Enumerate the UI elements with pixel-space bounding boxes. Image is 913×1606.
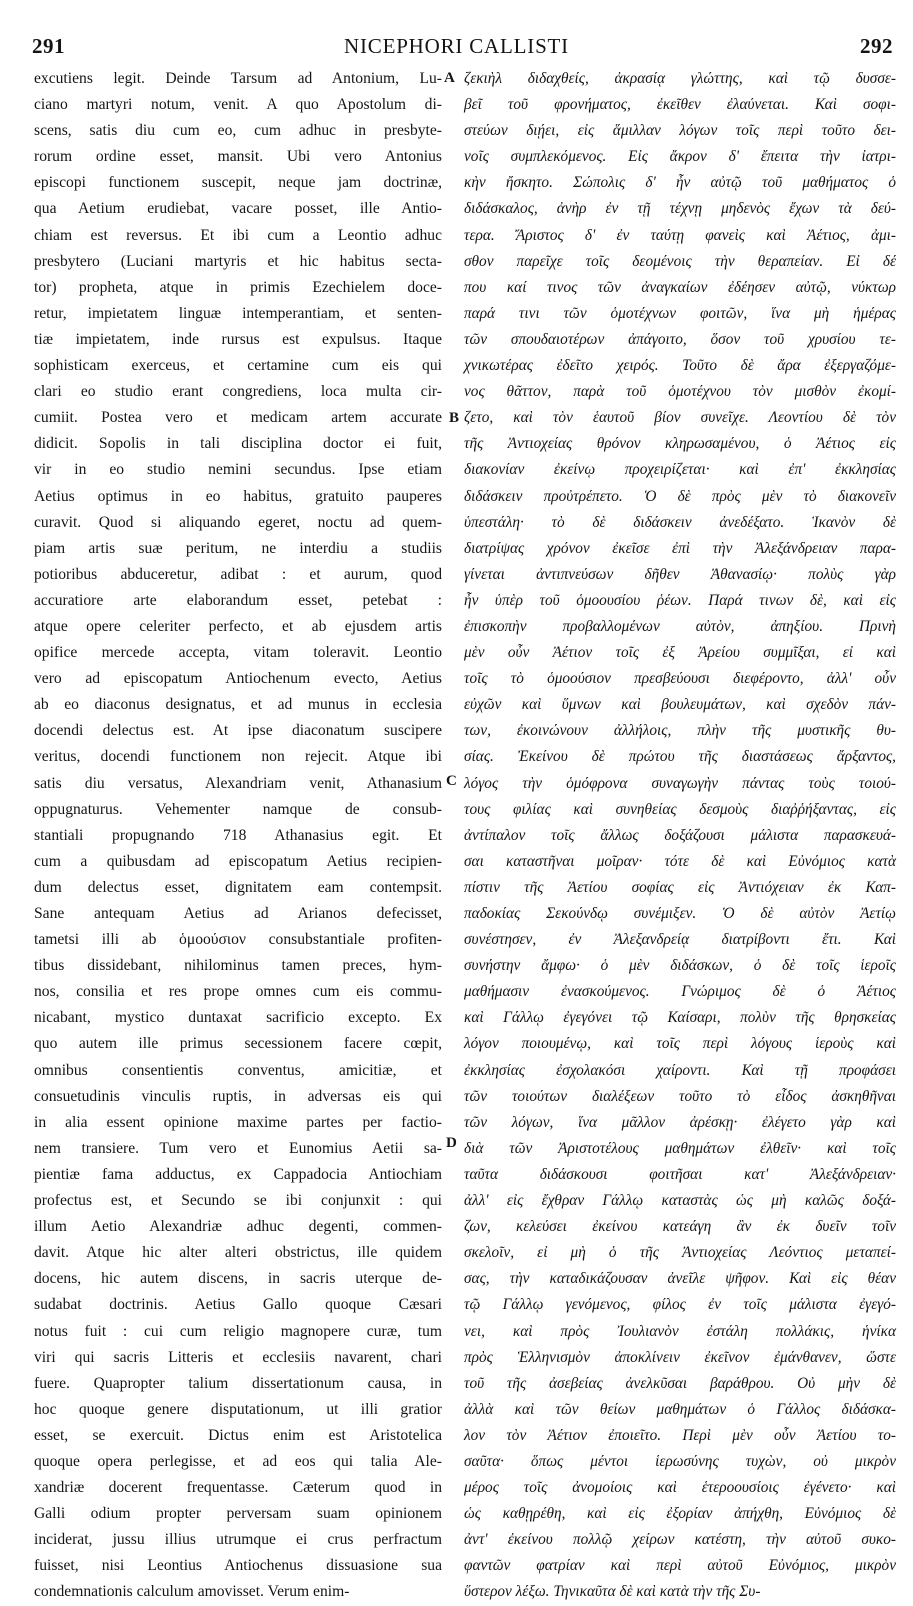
text-line: accuratiore arte elaborandum esset, petebat : — [34, 591, 442, 609]
text-line: tametsi illi ab ὁμοούσιον consubstantiale profiten- — [34, 931, 442, 949]
text-line: των, ἐκοινώνουν ἀλλήλοις, πλὴν τῆς μυστικῆς θυ- — [464, 722, 896, 740]
text-line: stantiali propugnando 718 Athanasius egit. Et — [34, 826, 442, 844]
text-line: σαι καταστῆναι μοῖραν· τότε δὲ καὶ Εὐνόμιος κατὰ — [464, 852, 896, 870]
text-line: σκελοῖν, εἰ μὴ ὁ τῆς Ἀντιοχείας Λεόντιος μεταπεί- — [464, 1244, 896, 1262]
text-line: τῶν σπουδαιοτέρων ἀπάγοιτο, ὅσον τοῦ χρυσίου τε- — [464, 330, 896, 348]
text-line: διακονίαν ἐκείνῳ προχειρίζεται· καὶ ἐπ' ἐκκλησίας — [464, 461, 896, 479]
text-line: συνήστην ἄμφω· ὁ μὲν διδάσκων, ὁ δὲ τοῖς ἱεροῖς — [464, 957, 896, 975]
text-line: qua Aetium erudiebat, vacare posset, ille Antio- — [34, 200, 442, 218]
text-line: μὲν οὖν Ἀέτιον τοῖς ἐξ Ἀρείου συμμῖξαι, εἰ καὶ — [464, 644, 896, 662]
greek-text-column — [464, 66, 896, 1601]
text-line: fuisset, nisi Leontius Antiochenus dissuasione sua — [34, 1557, 442, 1575]
text-line: viri qui sacris Litteris et ecclesiis navarent, chari — [34, 1348, 442, 1366]
text-line: vero ad episcopatum Antiochenum evecto, Aetius — [34, 670, 442, 688]
text-line: presbytero (Luciani martyris et hic habitus secta- — [34, 252, 442, 270]
text-line: nem transiere. Tum vero et Eunomius Aetii sa- — [34, 1139, 442, 1157]
text-line: σίας. Ἐκείνου δὲ πρώτου τῆς διαστάσεως ἄρξαντος, — [464, 748, 896, 766]
text-line: σαῦτα· ὅπως μέντοι ἱερωσύνης τυχὼν, οὐ μικρὸν — [464, 1452, 896, 1470]
text-line: tiæ impietatem, inde rursus est expulsus. Itaque — [34, 330, 442, 348]
text-line: ἦν ὑπὲρ τοῦ ὁμοουσίου ῥέων. Παρά τινων δὲ, καὶ εἰς — [464, 591, 896, 609]
text-line: ζετο, καὶ τὸν ἑαυτοῦ βίον συνεῖχε. Λεοντίου δὲ τὸν — [464, 409, 896, 427]
text-line: παρά τινι τῶν ὁμοτέχνων φοιτῶν, ἵνα μὴ ἡμέρας — [464, 304, 896, 322]
text-line: cum a quibusdam ad episcopatum Aetius recipien- — [34, 852, 442, 870]
text-line: φαντῶν φατρίαν καὶ περὶ αὐτοῦ Εὐνόμιος, μικρὸν — [464, 1557, 896, 1575]
text-line: xandriæ docerent frequentasse. Cæterum quod in — [34, 1479, 442, 1497]
text-line: τοῖς τὸ ὁμοούσιον πρεσβεύουσι διεφέροντο, ἀλλ' οὖν — [464, 670, 896, 688]
text-line: nos, consilia et res prope omnes cum eis commu- — [34, 983, 442, 1001]
text-line: veritus, docendi functionem non rejecit. Atque ibi — [34, 748, 442, 766]
text-line: in alia essent opinione maxime partes per factio- — [34, 1113, 442, 1131]
text-line: πρὸς Ἑλληνισμὸν ἀποκλίνειν ἐκεῖνον ἐμάνθανεν, ὥστε — [464, 1348, 896, 1366]
text-line: παδοκίας Σεκούνδῳ συνέμιξεν. Ὁ δὲ αὐτὸν Ἀετίῳ — [464, 905, 896, 922]
text-line: τοῦ τῆς ἀσεβείας ἀνελκῦσαι βαράθρου. Οὐ μὴν δὲ — [464, 1374, 896, 1392]
text-line: sophisticam exerceus, et certamine cum eis qui — [34, 357, 442, 375]
text-line: hoc quoque genere disputationum, ut illi gratior — [34, 1400, 442, 1418]
text-line: τους φιλίας καὶ συνηθείας δεσμοὺς διαῤῥήξαντας, εἰς — [464, 800, 896, 818]
text-line: chiam est reversus. Et ibi cum a Leontio adhuc — [34, 226, 442, 244]
text-line: τῆς Ἀντιοχείας θρόνον κληρωσαμένου, ὁ Ἀέτιος εἰς — [464, 435, 896, 453]
text-line: διατρίψας χρόνον ἐκεῖσε ἐπὶ τὴν Ἀλεξάνδρειαν παρα- — [464, 539, 896, 557]
text-line: nicabant, mystico duntaxat sacrificio excepto. Ex — [34, 1009, 442, 1027]
text-line: excutiens legit. Deinde Tarsum ad Antonium, Lu- — [34, 70, 442, 87]
text-line: ἐκκλησίας ἐσχολακόσι χαίροντι. Καὶ τῇ προφάσει — [464, 1061, 896, 1079]
text-line: ab eo diaconus designatus, et ad munus in ecclesia — [34, 696, 442, 714]
text-line: ἐπισκοπὴν προβαλλομένων αὐτὸν, ἀπηξίου. Πρινὴ — [464, 617, 896, 635]
text-line: ciano martyri notum, venit. A quo Apostolum di- — [34, 96, 442, 114]
text-line: τῷ Γάλλῳ γενόμενος, φίλος ἐν τοῖς μάλιστα ἐγεγό- — [464, 1296, 896, 1314]
section-marker-a: A — [444, 70, 455, 86]
section-marker-b: B — [449, 410, 460, 426]
text-line: ἀντίπαλον τοῖς ἄλλως δοξάζουσι μάλιστα παρασκευά- — [464, 826, 896, 844]
text-line: διδάσκειν προὐτρέπετο. Ὁ δὲ πρὸς μὲν τὸ διακονεῖν — [464, 487, 896, 505]
text-line: Aetius optimus in eo habitus, gratuito pauperes — [34, 487, 442, 505]
text-line: sudabat doctrinis. Aetius Gallo quoque Cæsari — [34, 1296, 442, 1314]
text-line: κὴν ἤσκητο. Σώπολις δ' ἦν αὐτῷ τοῦ μαθήματος ὁ — [464, 174, 896, 192]
text-line: pientiæ fama adductus, ex Cappadocia Antiochiam — [34, 1165, 442, 1183]
text-line: ταῦτα διδάσκουσι φοιτῆσαι κατ' Ἀλεξάνδρειαν· — [464, 1165, 896, 1183]
text-line: Galli odium propter perversam suam opinionem — [34, 1505, 442, 1523]
text-line: vir in eo studio nemini secundus. Ipse etiam — [34, 461, 442, 479]
text-line: ἀλλ' εἰς ἔχθραν Γάλλῳ καταστὰς ὡς μὴ καλῶς δοξά- — [464, 1192, 896, 1210]
text-line: ὡς καθῃρέθη, καὶ εἰς ἐξορίαν ἀπήχθη, Εὐνόμιος δὲ — [464, 1505, 896, 1523]
text-line: episcopi functionem suscepit, neque jam doctrinæ, — [34, 174, 442, 192]
text-line: rorum ordine esset, mansit. Ubi vero Antonius — [34, 148, 442, 166]
text-line: διδάσκαλος, ἀνὴρ ἐν τῇ τέχνῃ μηδενὸς ἔχων τὰ δεύ- — [464, 200, 896, 218]
text-line: Sane antequam Aetius ad Arianos defecisset, — [34, 905, 442, 922]
text-line: εὐχῶν καὶ ὕμνων καὶ βουλευμάτων, καὶ σχεδὸν πάν- — [464, 696, 896, 714]
text-line: tibus dissidebant, nihilominus tamen preces, hym- — [34, 957, 442, 975]
latin-text-column — [34, 66, 442, 1601]
text-line: νοῖς συμπλεκόμενος. Εἰς ἄκρον δ' ἔπειτα τὴν ἰατρι- — [464, 148, 896, 166]
text-line: cumiit. Postea vero et medicam artem accurate — [34, 409, 442, 427]
text-line: γίνεται ἀντιπνεύσων δῆθεν Ἀθανασίῳ· πολὺς γὰρ — [464, 565, 896, 583]
text-line: ζων, κελεύσει ἐκείνου κατεάγη ἂν ἐκ δυεῖν τοῖν — [464, 1218, 896, 1236]
text-line: consuetudinis vinculis ruptis, in adversas eis qui — [34, 1087, 442, 1105]
text-line: λόγος τὴν ὁμόφρονα συναγωγὴν πάντας τοὺς τοιού- — [464, 774, 896, 792]
text-line: ἀντ' ἐκείνου πολλῷ χείρων κατέστη, τὴν αὐτοῦ συκο- — [464, 1531, 896, 1549]
text-line: didicit. Sopolis in tali disciplina doctor ei fuit, — [34, 435, 442, 453]
text-line: τῶν τοιούτων διαλέξεων τοῦτο τὸ εἶδος ἀσκηθῆναι — [464, 1087, 896, 1105]
text-line: μέρος τοῖς ἀνομοίοις καὶ ἑτεροουσίοις ἐγένετο· καὶ — [464, 1479, 896, 1497]
text-line: χνικωτέρας ἐδεῖτο χειρός. Τοῦτο δὲ ἄρα ἐξεργαζόμε- — [464, 357, 896, 375]
text-line: scens, satis diu cum eo, cum adhuc in presbyte- — [34, 122, 442, 140]
text-line: που καί τινος τῶν ἀναγκαίων ἐδέησεν αὐτῷ, νύκτωρ — [464, 278, 896, 296]
text-line: piam artis suæ peritum, ne interdiu a studiis — [34, 539, 442, 557]
text-line: illum Aetio Alexandriæ adhuc degenti, commen- — [34, 1218, 442, 1236]
text-line: πίστιν τῆς Ἀετίου σοφίας εἰς Ἀντιόχειαν ἐκ Καπ- — [464, 878, 896, 896]
text-line: atque opere celeriter perfecto, et ab ejusdem artis — [34, 617, 442, 635]
running-title: NICEPHORI CALLISTI — [344, 34, 569, 58]
left-page-number: 291 — [32, 34, 65, 58]
text-line: quo autem ille primus secessionem facere cœpit, — [34, 1035, 442, 1053]
text-line: docendi delectus est. At ipse diaconatum suscipere — [34, 722, 442, 740]
text-line: notus fuit : cui cum religio magnopere curæ, tum — [34, 1322, 442, 1340]
text-line: condemnationis calculum amovisset. Verum enim- — [34, 1583, 350, 1601]
text-line: νος θᾶττον, παρὰ τοῦ ὁμοτέχνου τὸν μισθὸν ἐκομί- — [464, 383, 896, 401]
text-line: esset, se exercuit. Dictus enim est Aristotelica — [34, 1426, 442, 1444]
text-line: docens, hic autem discens, in sacris uterque de- — [34, 1270, 442, 1288]
text-line: μαθήμασιν ἐνασκούμενος. Γνώριμος δὲ ὁ Ἀέτιος — [464, 983, 896, 1001]
text-line: fuere. Quapropter talium dissertationum causa, in — [34, 1374, 442, 1392]
text-line: τερα. Ἄριστος δ' ἐν ταύτῃ φανεὶς καὶ Ἀέτιος, ἀμι- — [464, 226, 896, 244]
text-line: satis diu versatus, Alexandriam venit, Athanasium — [34, 774, 442, 792]
text-line: curavit. Quod si aliquando egeret, noctu ad quem- — [34, 513, 442, 531]
text-line: λον τὸν Ἀέτιον ἐποιεῖτο. Περὶ μὲν οὖν Ἀετίου το- — [464, 1426, 896, 1444]
text-line: opifice mercede accepta, vitam toleravit. Leontio — [34, 644, 442, 662]
text-line: oppugnaturus. Vehementer namque de consub- — [34, 800, 442, 818]
text-line: διὰ τῶν Ἀριστοτέλους μαθημάτων ἐλθεῖν· καὶ τοῖς — [464, 1139, 896, 1157]
text-line: clari eo studio erant congrediens, loca multa cir- — [34, 383, 442, 401]
text-line: ζεκιὴλ διδαχθείς, ἀκρασίᾳ γλώττης, καὶ τῷ δυσσε- — [464, 70, 896, 87]
text-line: σθον παρεῖχε τοῖς δεομένοις τὴν θεραπείαν. Εἰ δέ — [464, 252, 896, 270]
text-line: tor) propheta, atque in primis Ezechielem doce- — [34, 278, 442, 296]
text-line: quoque opera perlegisse, et ad eos qui talia Ale- — [34, 1452, 442, 1470]
text-line: retur, impietatem linguæ intemperantiam, et senten- — [34, 304, 442, 322]
text-line: τῶν λόγων, ἵνα μᾶλλον ἀρέσκῃ· ἐλέγετο γὰρ καὶ — [464, 1113, 896, 1131]
text-line: νει, καὶ πρὸς Ἰουλιανὸν ἐστάλη πολλάκις, ἡνίκα — [464, 1322, 896, 1340]
text-line: dum delectus esset, dignitatem eam contempsit. — [34, 878, 442, 896]
text-line: profectus est, et Secundo se ibi conjunxit : qui — [34, 1192, 442, 1210]
text-line: ὑπεστάλη· τὸ δὲ διδάσκειν ἀνεδέξατο. Ἱκανὸν δὲ — [464, 513, 896, 531]
text-line: ἀλλὰ καὶ τῶν θείων μαθημάτων ὁ Γάλλος διδάσκα- — [464, 1400, 896, 1418]
text-line: βεῖ τοῦ φρονήματος, ἐκεῖθεν ἐλαύνεται. Καὶ σοφι- — [464, 96, 896, 114]
text-line: omnibus consentientis conventus, amicitiæ, et — [34, 1061, 442, 1079]
right-page-number: 292 — [860, 34, 893, 58]
text-line: inciderat, jussu illius utrumque ei crus perfractum — [34, 1531, 442, 1549]
section-marker-d: D — [446, 1135, 457, 1151]
text-line: σας, τὴν καταδικάζουσαν ἀνεῖλε ψῆφον. Καὶ εἰς θέαν — [464, 1270, 896, 1288]
text-line: potioribus abduceretur, adibat : et aurum, quod — [34, 565, 442, 583]
text-line: ὕστερον λέξω. Τηνικαῦτα δὲ καὶ κατὰ τὴν τῆς Συ- — [464, 1583, 761, 1601]
text-line: καὶ Γάλλῳ ἐγεγόνει τῷ Καίσαρι, πολὺν τῆς θρησκείας — [464, 1009, 896, 1027]
text-line: συνέστησεν, ἐν Ἀλεξανδρείᾳ διατρίβοντι ἔτι. Καὶ — [464, 931, 896, 949]
section-marker-c: C — [446, 773, 457, 789]
text-line: davit. Atque hic alter alteri obstrictus, ille quidem — [34, 1244, 442, 1262]
text-line: λόγον ποιουμένῳ, καὶ τοῖς περὶ λόγους ἱεροὺς καὶ — [464, 1035, 896, 1053]
text-line: στεύων διῄει, εἰς ἅμιλλαν λόγων τοῖς περὶ τοῦτο δει- — [464, 122, 896, 140]
